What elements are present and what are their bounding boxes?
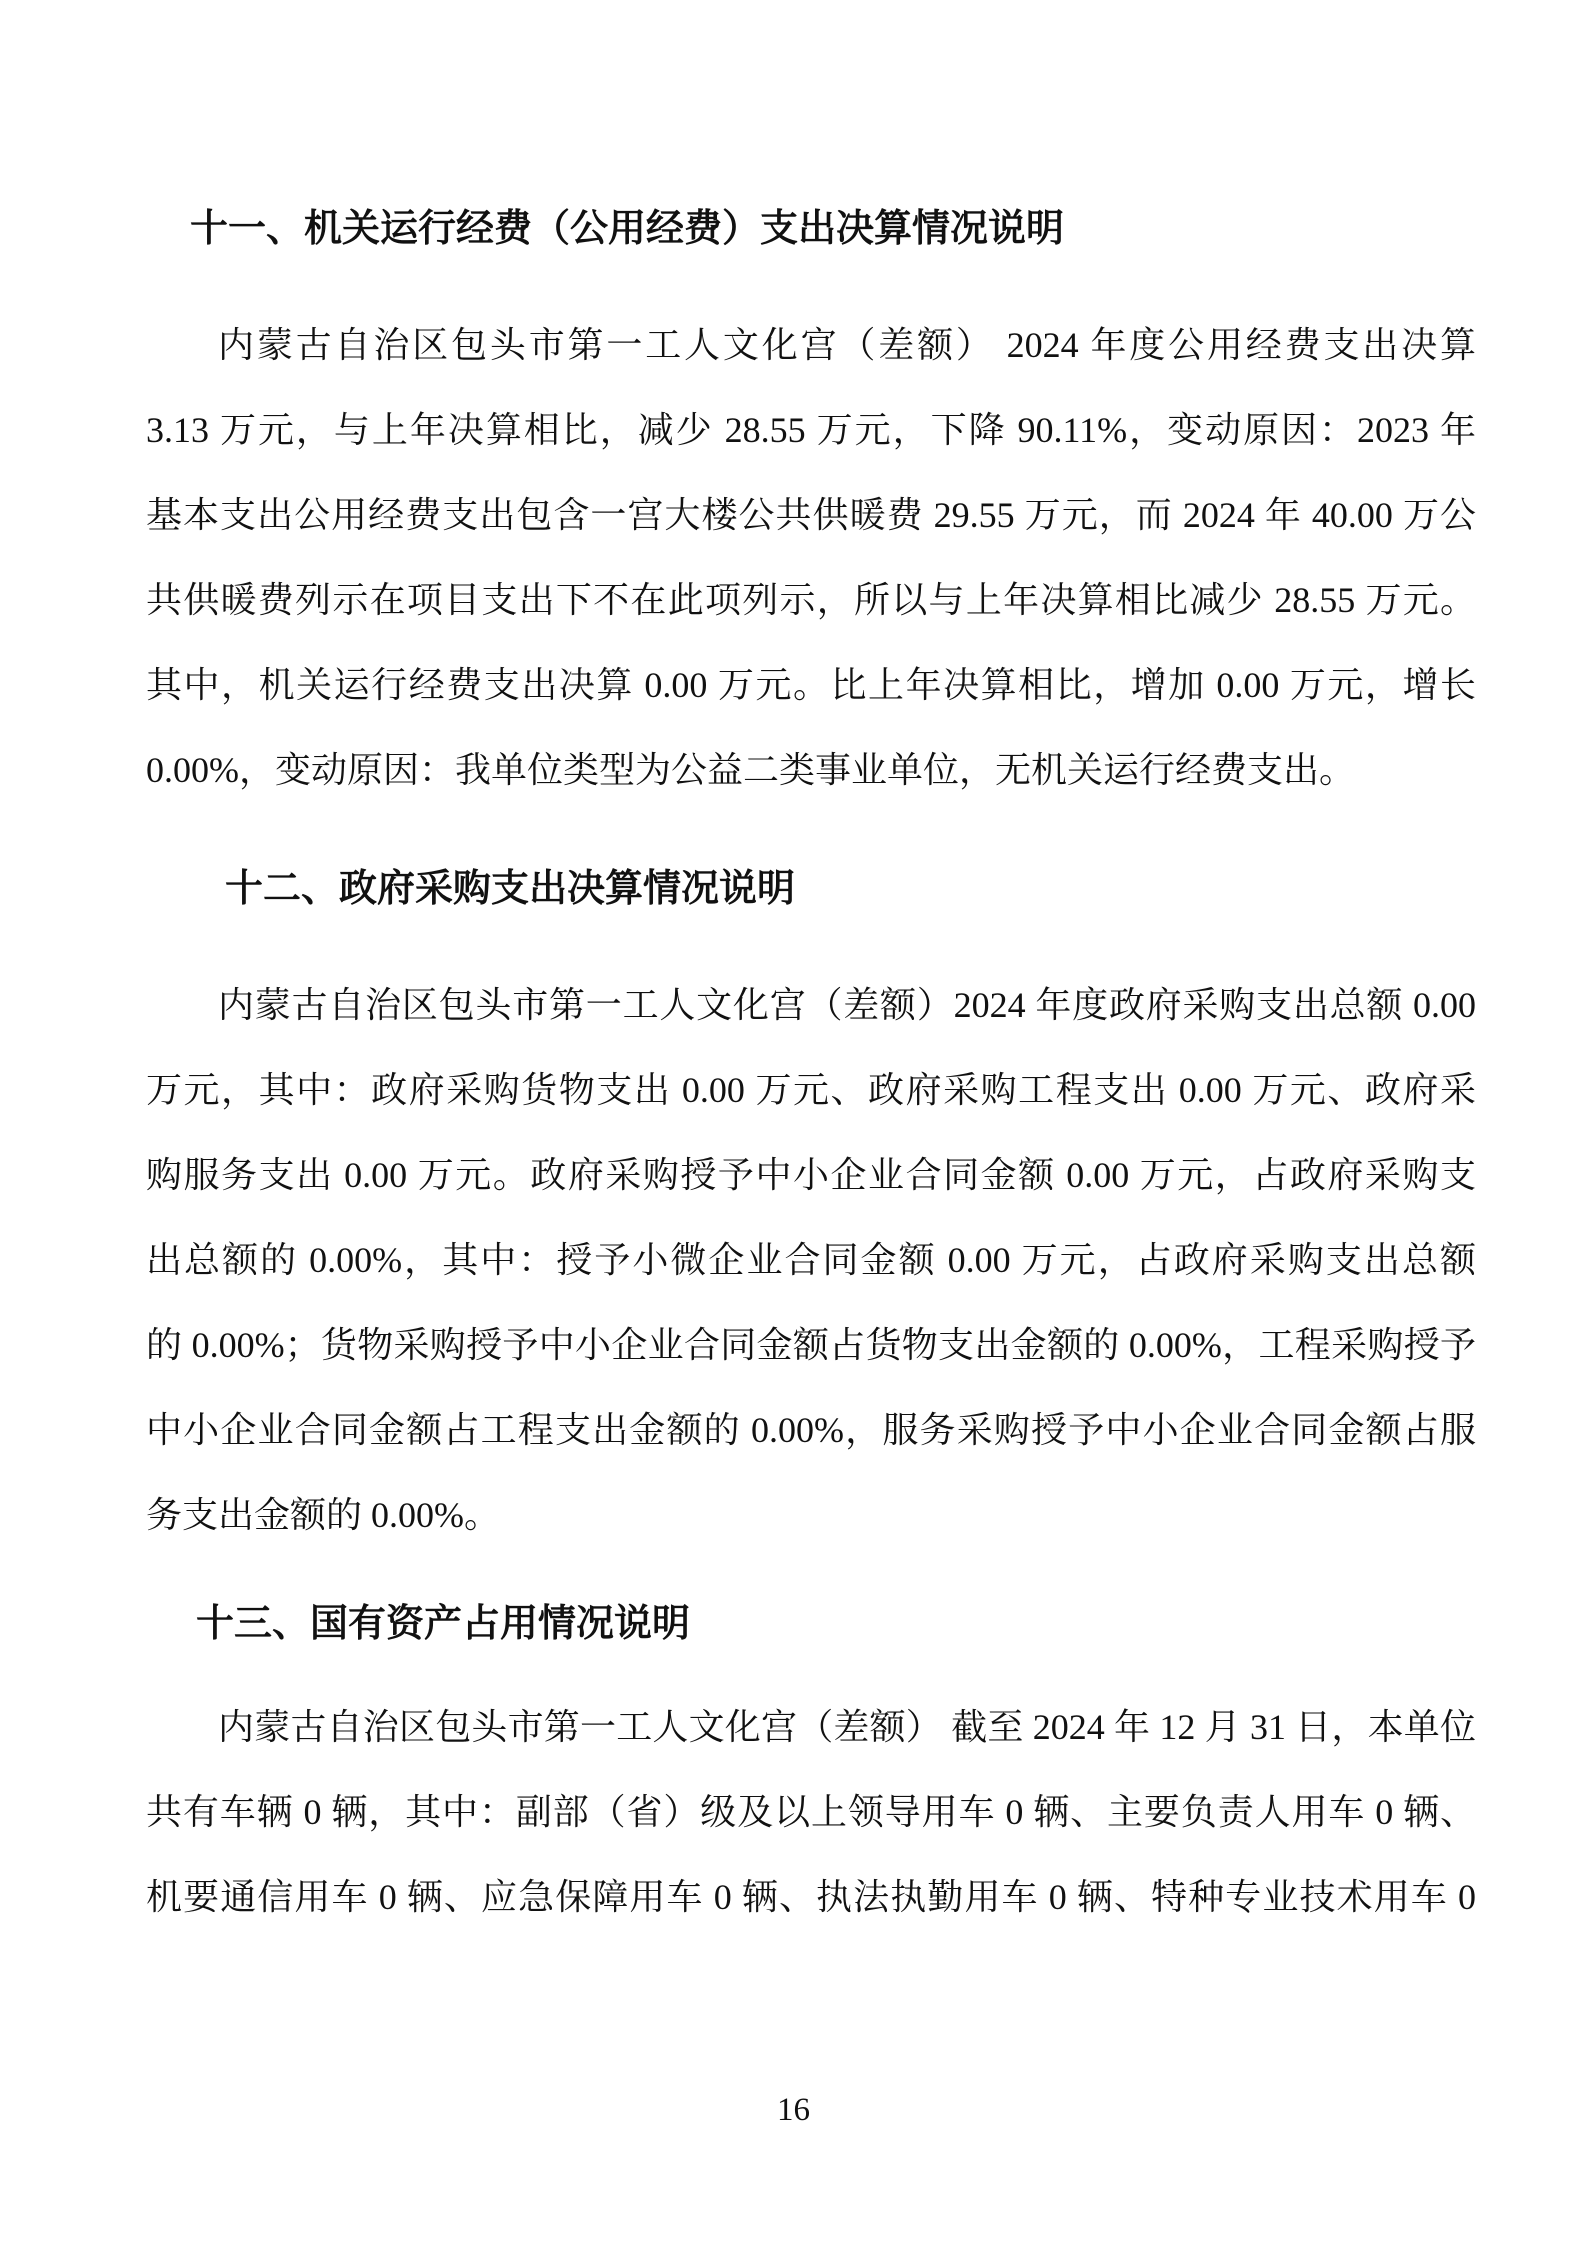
paragraph-line: 内蒙古自治区包头市第一工人文化宫（差额） 2024 年度公用经费支出决算 <box>218 325 1476 365</box>
paragraph-line: 出总额的 0.00%，其中：授予小微企业合同金额 0.00 万元，占政府采购支出总额 <box>146 1240 1476 1280</box>
section-heading-state-assets: 十三、国有资产占用情况说明 <box>196 1603 691 1645</box>
paragraph-line: 共供暖费列示在项目支出下不在此项列示，所以与上年决算相比减少 28.55 万元。 <box>146 580 1476 620</box>
section-heading-operating-funds: 十一、机关运行经费（公用经费）支出决算情况说明 <box>190 208 1065 250</box>
paragraph-line: 内蒙古自治区包头市第一工人文化宫（差额） 截至 2024 年 12 月 31 日，本单位 <box>218 1707 1476 1747</box>
paragraph-line: 万元，其中：政府采购货物支出 0.00 万元、政府采购工程支出 0.00 万元、政府采 <box>146 1070 1476 1110</box>
paragraph-line: 的 0.00%；货物采购授予中小企业合同金额占货物支出金额的 0.00%，工程采购授予 <box>146 1325 1476 1365</box>
paragraph-line: 务支出金额的 0.00%。 <box>146 1495 500 1535</box>
paragraph-line: 购服务支出 0.00 万元。政府采购授予中小企业合同金额 0.00 万元，占政府采购支 <box>146 1155 1476 1195</box>
paragraph-line: 共有车辆 0 辆，其中：副部（省）级及以上领导用车 0 辆、主要负责人用车 0 辆、 <box>146 1792 1476 1832</box>
paragraph-line: 其中，机关运行经费支出决算 0.00 万元。比上年决算相比，增加 0.00 万元，增长 <box>146 665 1476 705</box>
page-number: 16 <box>777 2092 810 2128</box>
paragraph-government-procurement <box>146 963 1476 1558</box>
paragraph-operating-funds <box>146 303 1476 813</box>
paragraph-line: 机要通信用车 0 辆、应急保障用车 0 辆、执法执勤用车 0 辆、特种专业技术用车 0 <box>146 1877 1476 1917</box>
paragraph-state-assets <box>146 1685 1476 1940</box>
paragraph-line: 内蒙古自治区包头市第一工人文化宫（差额）2024 年度政府采购支出总额 0.00 <box>218 985 1476 1025</box>
section-heading-government-procurement: 十二、政府采购支出决算情况说明 <box>225 868 796 910</box>
paragraph-line: 0.00%，变动原因：我单位类型为公益二类事业单位，无机关运行经费支出。 <box>146 750 1355 790</box>
paragraph-line: 3.13 万元，与上年决算相比，减少 28.55 万元，下降 90.11%，变动原因：2023 年 <box>146 410 1476 450</box>
paragraph-line: 基本支出公用经费支出包含一宫大楼公共供暖费 29.55 万元，而 2024 年 40.00 万公 <box>146 495 1476 535</box>
paragraph-line: 中小企业合同金额占工程支出金额的 0.00%，服务采购授予中小企业合同金额占服 <box>146 1410 1476 1450</box>
